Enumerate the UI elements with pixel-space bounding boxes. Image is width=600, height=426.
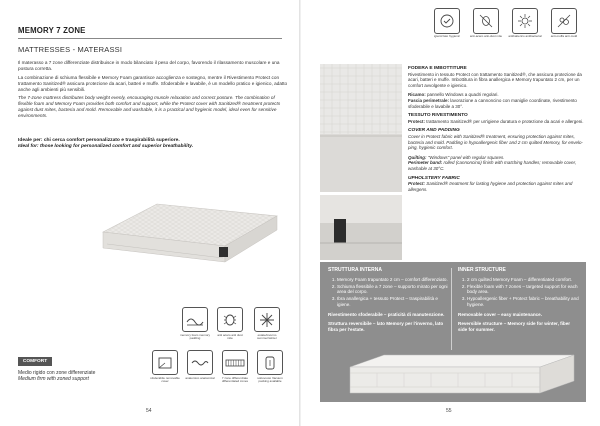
mites-icon <box>221 312 239 328</box>
spec-text: lavorazione a cannoncino con maniglie coordinate, rivestimento sfoderabile e lavabile a 30°. <box>408 97 577 109</box>
feature-label: memory foam memory padding <box>180 332 211 340</box>
structure-item: 3. Ibra anallergica + tessuto Protect – traspirabilità e igiene. <box>337 296 450 307</box>
spec-text: "Windows" panel with regular squares. <box>427 154 505 160</box>
spec-heading: Protect: <box>408 181 426 187</box>
structure-note: Removable cover – easy maintenance. <box>458 311 543 317</box>
comfort-it: Medio rigido con zone differenziate <box>18 370 96 376</box>
spec-text: Sanitized® treatment for lasting hygiene and protection against mites and allergens. <box>408 181 573 192</box>
ideal-en: Ideal for: those looking for personalized comfort and superior breathability. <box>18 144 194 150</box>
summer-winter-icon <box>258 311 276 329</box>
structure-heading: INNER STRUCTURE <box>458 267 506 273</box>
desc-it-2: La combinazione di schiuma flessibile e Memory Foam garantisce accoglienza e sostegno, mentre il Rivestimento Protect con trattamento Sanitized® assicura protezione da acari, batteri e muffe. Sfoderabile e lavabile, è un modello pratico e igienico, adatto anche agli ambienti più sensibili. <box>18 74 288 92</box>
structure-note: Rivestimento sfoderabile – praticità di manutenzione. <box>328 311 445 317</box>
vacuum-packing-icon <box>262 355 278 371</box>
hygienic-icon <box>438 12 456 30</box>
spec-heading: Protect: <box>408 118 426 124</box>
structure-item: 2. Schiuma flessibile a 7 zone – supporto mirato per ogni area del corpo. <box>337 284 450 295</box>
spec-heading: COVER AND PADDING <box>408 128 460 134</box>
page-number-right: 55 <box>446 408 452 414</box>
structure-en <box>458 268 580 332</box>
spec-heading: Perimeter band: <box>408 160 443 166</box>
spec-text: pannello Windows a quadri regolari. <box>427 92 499 98</box>
comfort-description <box>18 370 108 382</box>
feature-label: estate/inverno summer/winter <box>257 332 277 340</box>
cert-label: anti-acaro anti-dust mite <box>469 34 503 38</box>
antibacterial-icon <box>516 12 534 30</box>
feature-label: sottovuoto Vacuum packing available <box>257 375 283 383</box>
structure-note: Reversible structure – Memory side for winter, fiber side for summer. <box>458 321 571 332</box>
structure-item: 1. Memory Foam trapuntato 2 cm – comfort differenziato. <box>337 277 450 283</box>
spec-text: rolled (cannoncino) finish with matching handles; removable cover, washable at 30°C. <box>408 160 577 171</box>
mattress-cross-section <box>344 353 576 397</box>
cert-label: igienizzato hygienic <box>433 34 460 38</box>
anatomical-icon <box>190 357 210 369</box>
spec-text: Rivestimento in tessuto Protect con trattamento Sanitized®, che assicura protezione da acari, batteri e muffe. Imbottitura in fibra anallergica e Memory trapuntato 2 cm, per un comfort avvolgente e igienico. <box>408 71 582 88</box>
spec-heading: UPHOLSTERY FABRIC <box>408 175 460 181</box>
feature-vacuum-packing <box>255 350 285 383</box>
spec-heading: Ricamo: <box>408 92 426 98</box>
spec-text: Cover in Protect fabric with Sanitized® treatment, ensuring protection against mites, bacteria and mold. Padding in hypoallergenic fiber and 2 cm quilted Memory, for envelo-ping, hygienic comfort. <box>408 133 584 151</box>
cert-antibacterial <box>506 8 544 38</box>
structure-note: Struttura reversibile – lato Memory per l'inverno, lato fibra per l'estate. <box>328 321 444 332</box>
specifications <box>408 66 584 196</box>
feature-label: sfoderabile removable cover <box>150 375 180 383</box>
memory-foam-icon <box>185 313 205 327</box>
book-spine <box>299 0 301 426</box>
desc-it-1: Il materasso a 7 zone differenziate distribuisce in modo bilanciato il peso del corpo, favorendo il rilassamento muscolare e una postura corretta. <box>18 60 280 71</box>
structure-item: 3. Hypoallergenic fiber + Protect fabric – breathability and hygiene. <box>467 296 580 307</box>
structure-item: 2. Flexible foam with 7 zones – targeted support for each body area. <box>467 284 580 295</box>
structure-it <box>328 268 450 332</box>
feature-anti-mite <box>215 307 245 340</box>
description <box>18 60 288 122</box>
spec-heading: Quilting: <box>408 154 427 160</box>
removable-cover-icon <box>156 355 174 371</box>
comfort-badge: COMFORT <box>18 357 52 366</box>
feature-label: 7 zone differenziate differentiated zones <box>221 375 249 383</box>
page-number-left: 54 <box>146 408 152 414</box>
cert-anti-mould <box>545 8 583 38</box>
ideal-for <box>18 138 288 150</box>
feature-summer-winter <box>252 307 282 340</box>
structure-item: 1. 2 cm quilted Memory Foam – differentiated comfort. <box>467 277 580 283</box>
ideal-it: Ideale per: chi cerca comfort personalizzato e traspirabilità superiore. <box>18 138 180 143</box>
anti-mite-icon <box>477 12 495 30</box>
desc-en: The 7-zone mattress distributes body weight evenly, encouraging muscle relaxation and correct posture. The combination of flexible foam and Memory Foam provides both comfort and support, while the Protect cover with Sanitized® treatment protects against dust mites, bacteria and mold. Removable and washable, it is a practical and hygienic model, ideal even for sensitive environments. <box>18 95 281 118</box>
spec-heading: FODERA E IMBOTTITURE <box>408 66 467 71</box>
spec-heading: TESSUTO RIVESTIMENTO <box>408 113 468 119</box>
cert-anti-mite <box>467 8 505 38</box>
cert-hygienic <box>428 8 466 38</box>
comfort-en: Medium firm with zoned support <box>18 376 89 383</box>
feature-label: anti acaro anti dust mite <box>217 332 243 340</box>
structure-divider <box>451 268 452 350</box>
feature-memory-foam <box>180 307 210 340</box>
seven-zones-icon <box>225 358 245 368</box>
cert-label: antibatterico antibacterial <box>508 34 542 38</box>
anti-mould-icon <box>555 12 573 30</box>
mattress-image <box>95 200 280 270</box>
feature-seven-zones <box>220 350 250 383</box>
spec-text: trattamento Sanitized® per un'igiene duratura e protezione da acari e allergeni. <box>426 118 584 124</box>
feature-anatomical <box>185 350 215 380</box>
structure-heading: STRUTTURA INTERNA <box>328 267 382 273</box>
product-subtitle: MATTRESSES - MATERASSI <box>18 45 123 54</box>
feature-label: anatomico anatomical <box>185 375 215 380</box>
edge-detail-photo <box>320 195 402 260</box>
feature-removable-cover <box>150 350 180 383</box>
cert-label: anti-muffa anti-mold <box>550 34 578 38</box>
product-title: MEMORY 7 ZONE <box>18 26 86 35</box>
fabric-detail-photo <box>320 64 402 192</box>
spec-heading: Fascia perimetrale: <box>408 97 450 103</box>
title-divider <box>18 38 282 39</box>
